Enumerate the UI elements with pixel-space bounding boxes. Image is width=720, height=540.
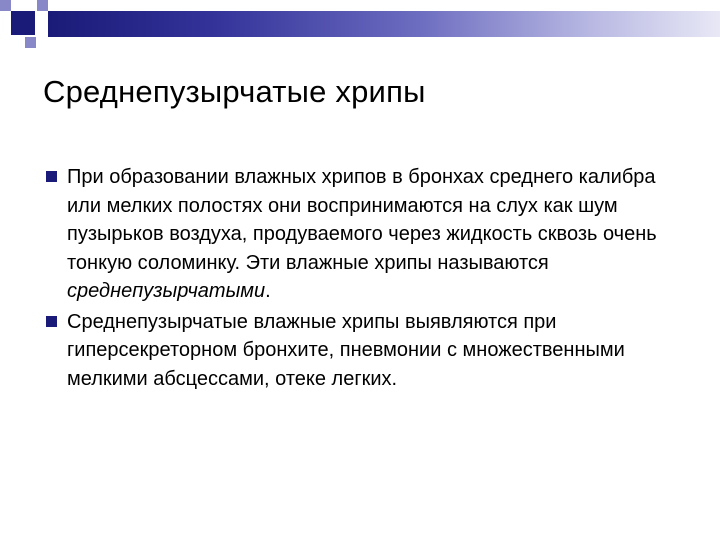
header-gradient-band xyxy=(48,11,720,37)
bullet-tail: . xyxy=(265,280,271,302)
decor-square-top xyxy=(37,0,48,11)
bullet-item xyxy=(46,163,686,306)
bullet-list xyxy=(46,163,686,395)
slide-title: Среднепузырчатые хрипы xyxy=(43,74,426,109)
bullet-text: При образовании влажных хрипов в бронхах среднего калибра или мелких полостях они воспринимаются на слух как шум пузырьков воздуха, продуваемого через жидкость сквозь очень тонкую соломинку. Эти влажные хрипы называются xyxy=(67,166,657,274)
decor-square-bottom xyxy=(25,37,36,48)
decor-square-top-left xyxy=(0,0,11,11)
emphasis-term: среднепузырчатыми xyxy=(67,280,266,302)
decor-square-dark xyxy=(11,11,35,35)
square-bullet-icon xyxy=(46,316,57,327)
square-bullet-icon xyxy=(46,171,57,182)
bullet-item xyxy=(46,308,686,394)
bullet-text: Среднепузырчатые влажные хрипы выявляются при гиперсекреторном бронхите, пневмонии с множественными мелкими абсцессами, отеке легких. xyxy=(67,310,625,390)
